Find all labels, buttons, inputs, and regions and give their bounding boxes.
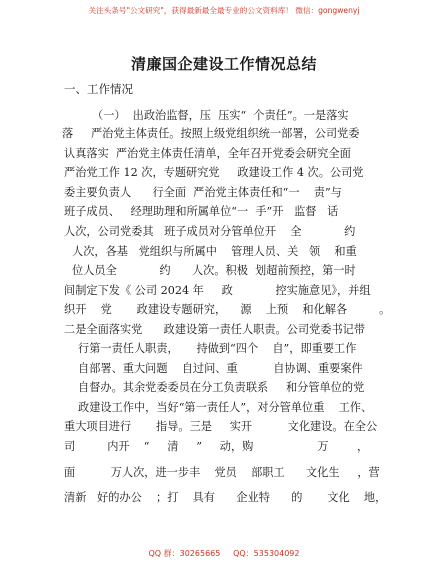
paragraph-line: 严治党工作 12 次，专题研究党 政建设工作 4 次。公司党	[64, 166, 364, 179]
section-heading: 一、工作情况	[64, 82, 133, 96]
paragraph-line: 清新 好的办公 ；打 具有 企业特 的 文化 地，	[64, 491, 387, 504]
paragraph-line: 面 万人次，进一步丰 党员 部职工 文化生 ，营	[64, 466, 380, 479]
paragraph-line: 班子成员、 经理助理和所属单位“一 手”开 监督 话	[64, 205, 339, 218]
paragraph-line: 间制定下发《 公司 2024 年 政 控实施意见》，并组	[64, 284, 371, 297]
footer-qq: QQ：535304092	[233, 549, 300, 558]
header-banner: 关注头条号"公文研究"，获得最新最全最专业的公文资料库！ 微信：gongwenyj	[88, 6, 360, 15]
paragraph-line: 认真落实 严治党主体责任清单，全年召开党委会研究全面	[64, 147, 351, 160]
paragraph-line: 人次，各基 党组织与所属中 管理人员、关 领 和重	[72, 245, 357, 258]
paragraph-line: （一） 出政治监督，压 压实“ 个责任”。一是落实	[92, 109, 349, 122]
paragraph-line: 位人员全 约 人次。积极 划超前预控，第一时	[72, 264, 356, 277]
document-title: 清廉国企建设工作情况总结	[130, 55, 317, 73]
paragraph-line: 自部署、重大问题 自过问、重 自协调、重要案件	[78, 362, 363, 375]
paragraph-line: 二是全面落实党 政建设第一责任人职责。公司党委书记带	[64, 323, 366, 336]
paragraph-line: 委主要负责人 行全面 严治党主体责任和“一 责”与	[64, 186, 342, 199]
paragraph-line: 重大项目进行 指导。三是 实开 文化建设。在全公	[64, 420, 378, 433]
footer-qq-group: QQ 群：30265665	[148, 549, 221, 558]
paragraph-line: 人次，公司党委其 班子成员对分管单位开 全 约	[64, 225, 356, 238]
paragraph-line: 织开 党 政建设专题研究， 源 上预 和化解各 。	[64, 303, 391, 316]
paragraph-line: 司 内开 “ 清 ” 动，购 万 ，	[64, 440, 369, 453]
paragraph-line: 行第一责任人职责， 持做到“四个 自”，即重要工作	[78, 342, 357, 355]
paragraph-line: 自督办。其余党委委员在分工负责联系 和分管单位的党	[78, 381, 365, 394]
paragraph-line: 政建设工作中，当好“第一责任人”，对分管单位重 工作、	[78, 401, 373, 414]
paragraph-line: 落 严治党主体责任。按照上级党组织统一部署，公司党委	[62, 127, 360, 140]
footer-contact	[0, 548, 448, 560]
